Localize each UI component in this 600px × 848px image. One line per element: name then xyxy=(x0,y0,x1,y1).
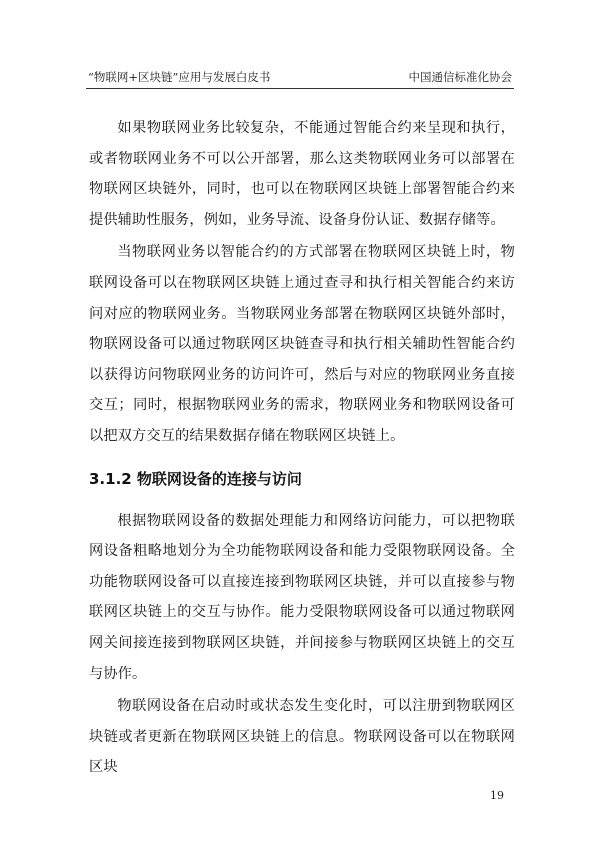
page-number: 19 xyxy=(490,789,504,802)
section-heading: 3.1.2 物联网设备的连接与访问 xyxy=(89,469,302,488)
body-paragraph: 如果物联网业务比较复杂，不能通过智能合约来呈现和执行，或者物联网业务不可以公开部署，那么这类物联网业务可以部署在物联网区块链外，同时，也可以在物联网区块链上部署智能合约来提供辅助性服务，例如，业务导流、设备身份认证、数据存储等。 xyxy=(89,120,515,228)
page-body xyxy=(89,113,515,785)
body-paragraph: 物联网设备在启动时或状态发生变化时，可以注册到物联网区块链或者更新在物联网区块链上的信息。物联网设备可以在物联网区块 xyxy=(89,698,515,776)
body-paragraph: 当物联网业务以智能合约的方式部署在物联网区块链上时，物联网设备可以在物联网区块链上通过查寻和执行相关智能合约来访问对应的物联网业务。当物联网业务部署在物联网区块链外部时，物联网设备可以通过物联网区块链查寻和执行相关辅助性智能合约以获得访问物联网业务的访问许可，然后与对应的物联网业务直接交互；同时，根据物联网业务的需求，物联网业务和物联网设备可以把双方交互的结果数据存储在物联网区块链上。 xyxy=(89,244,515,444)
body-paragraph: 根据物联网设备的数据处理能力和网络访问能力，可以把物联网设备粗略地划分为全功能物联网设备和能力受限物联网设备。全功能物联网设备可以直接连接到物联网区块链，并可以直接参与物联网区块链上的交互与协作。能力受限物联网设备可以通过物联网网关间接连接到物联网区块链，并间接参与物联网区块链上的交互与协作。 xyxy=(89,512,515,682)
header-document-title: “物联网+区块链”应用与发展白皮书 xyxy=(88,70,271,84)
page-header xyxy=(88,68,512,86)
header-divider xyxy=(86,88,514,89)
header-organization: 中国通信标准化协会 xyxy=(408,70,512,84)
